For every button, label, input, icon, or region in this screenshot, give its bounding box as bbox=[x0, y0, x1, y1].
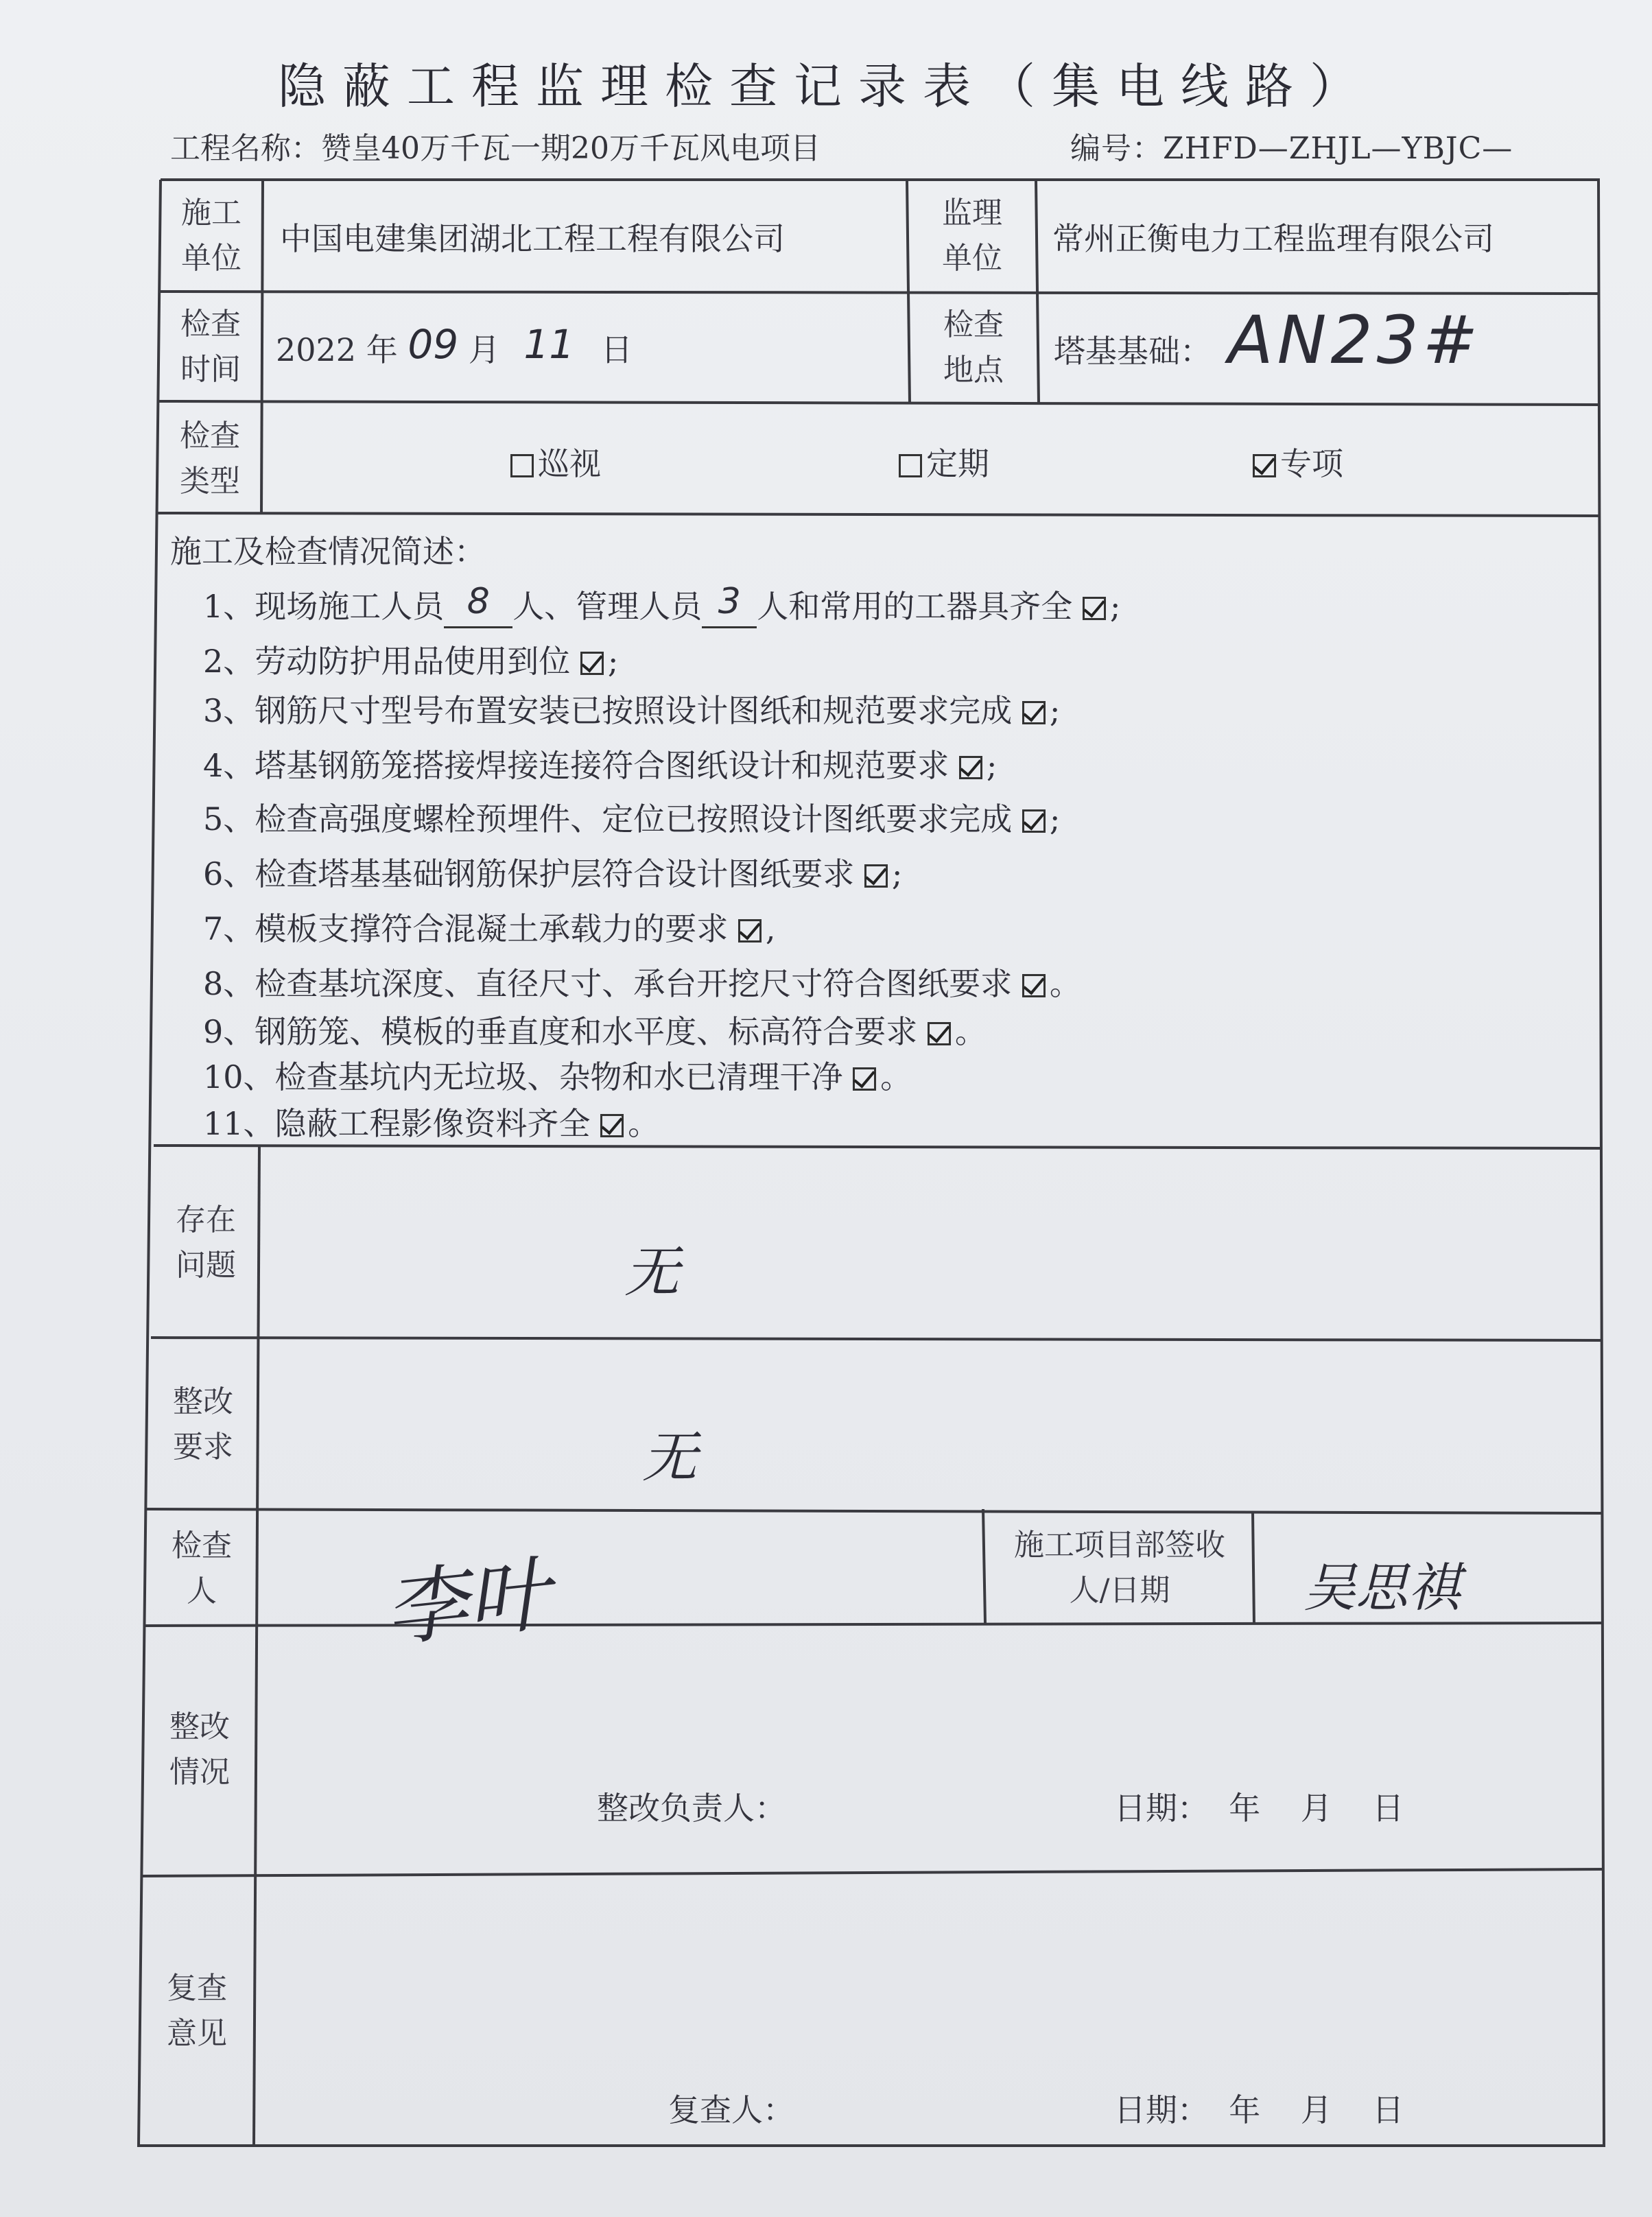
construction-unit-value: 中国电建集团湖北工程工程有限公司 bbox=[280, 220, 785, 257]
serial-number: 编号：ZHFD—ZHJL—YBJC— bbox=[1070, 131, 1513, 166]
summary-item-4: 4、塔基钢筋笼搭接焊接连接符合图纸设计和规范要求 ; bbox=[203, 747, 998, 784]
rectification-requirements-label: 整改要求 bbox=[173, 1384, 233, 1465]
summary-item-5: 5、检查高强度螺栓预埋件、定位已按照设计图纸要求完成 ; bbox=[203, 801, 1061, 838]
supervision-unit-label: 监理单位 bbox=[942, 195, 1002, 276]
summary-item-8: 8、检查基坑深度、直径尺寸、承台开挖尺寸符合图纸要求 。 bbox=[203, 965, 1081, 1002]
worker-count: 8 bbox=[467, 581, 490, 622]
summary-item-1: 1、现场施工人员 8 人、管理人员 3 人和常用的工器具齐全 ; bbox=[203, 582, 1120, 628]
checkbox-checked-icon bbox=[853, 1067, 876, 1091]
checkbox-checked-icon bbox=[1022, 974, 1046, 997]
form-title: 隐蔽工程监理检查记录表（集电线路） bbox=[278, 58, 1374, 115]
checkbox-checked-icon bbox=[959, 756, 982, 779]
checkbox-checked-icon bbox=[1083, 597, 1106, 620]
summary-heading: 施工及检查情况简述： bbox=[170, 533, 486, 570]
rectification-status-label: 整改情况 bbox=[169, 1709, 230, 1790]
checkbox-checked-icon bbox=[738, 919, 762, 942]
project-name: 工程名称：赞皇40万千瓦一期20万千瓦风电项目 bbox=[170, 131, 821, 166]
rectification-responsible: 整改负责人： bbox=[597, 1790, 786, 1827]
construction-unit-label: 施工单位 bbox=[181, 195, 241, 276]
inspection-month: 09 bbox=[408, 321, 459, 368]
summary-item-11: 11、隐蔽工程影像资料齐全 。 bbox=[203, 1105, 660, 1142]
rectification-requirements-value: 无 bbox=[642, 1425, 697, 1489]
receiver-label: 施工项目部签收人/日期 bbox=[1014, 1528, 1225, 1608]
checkbox-checked-icon bbox=[1022, 809, 1046, 833]
checkbox-icon[interactable] bbox=[899, 454, 922, 477]
rectification-date: 日期： 年 月 日 bbox=[1114, 1790, 1404, 1827]
summary-item-9: 9、钢筋笼、模板的垂直度和水平度、标高符合要求 。 bbox=[203, 1013, 987, 1050]
summary-item-2: 2、劳动防护用品使用到位 ; bbox=[203, 643, 619, 680]
inspection-year: 2022 bbox=[276, 331, 357, 368]
summary-item-6: 6、检查塔基基础钢筋保护层符合设计图纸要求 ; bbox=[203, 855, 903, 892]
checkbox-checked-icon bbox=[1022, 701, 1046, 724]
checkbox-checked-icon bbox=[864, 864, 888, 888]
checkbox-checked-icon bbox=[600, 1114, 624, 1137]
inspection-type-label: 检查类型 bbox=[180, 418, 240, 499]
review-date: 日期： 年 月 日 bbox=[1114, 2091, 1404, 2129]
manager-count: 3 bbox=[718, 581, 741, 622]
tower-number: AN23# bbox=[1228, 302, 1483, 379]
checkbox-icon[interactable] bbox=[510, 454, 534, 477]
checkbox-checked-icon bbox=[928, 1022, 951, 1045]
inspection-location-prefix: 塔基基础： bbox=[1054, 333, 1212, 370]
inspector-signature: 李叶 bbox=[380, 1546, 554, 1659]
issues-label: 存在问题 bbox=[176, 1202, 236, 1283]
supervision-unit-value: 常州正衡电力工程监理有限公司 bbox=[1052, 220, 1494, 257]
inspection-time-label: 检查时间 bbox=[180, 307, 241, 387]
checkbox-checked-icon[interactable] bbox=[1253, 454, 1276, 477]
checkbox-checked-icon bbox=[580, 652, 604, 675]
inspector-label: 检查人 bbox=[172, 1528, 232, 1609]
receiver-signature: 吴思祺 bbox=[1303, 1557, 1460, 1618]
type-option-patrol[interactable]: 巡视 bbox=[510, 439, 601, 484]
inspection-time-value: 2022 年 09 月 11 日 bbox=[276, 321, 633, 368]
summary-item-3: 3、钢筋尺寸型号布置安装已按照设计图纸和规范要求完成 ; bbox=[203, 692, 1061, 729]
type-option-periodic[interactable]: 定期 bbox=[899, 439, 989, 484]
inspection-day: 11 bbox=[523, 321, 575, 368]
reviewer: 复查人： bbox=[668, 2091, 794, 2129]
summary-item-10: 10、检查基坑内无垃圾、杂物和水已清理干净 。 bbox=[203, 1058, 912, 1095]
type-option-special[interactable]: 专项 bbox=[1253, 439, 1343, 484]
summary-item-7: 7、模板支撑符合混凝土承载力的要求 , bbox=[203, 910, 776, 947]
review-label: 复查意见 bbox=[167, 1971, 227, 2051]
inspection-location-label: 检查地点 bbox=[943, 307, 1004, 388]
issues-value: 无 bbox=[624, 1240, 679, 1304]
